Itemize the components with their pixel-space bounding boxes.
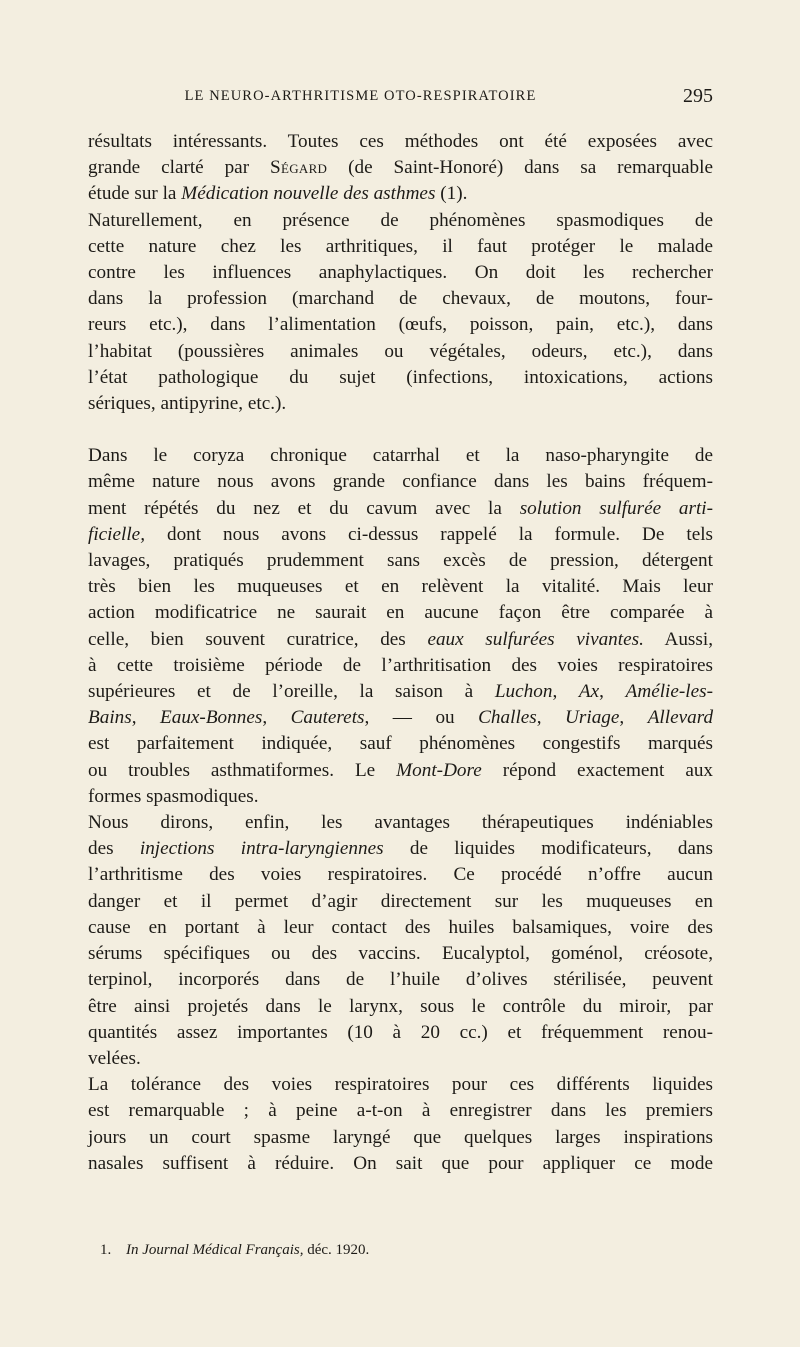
text-line: Nous dirons, enfin, les avantages thérapeutiques indéniables [88, 812, 713, 834]
text-line: même nature nous avons grande confiance dans les bains fréquem- [88, 471, 713, 493]
text-line: étude sur la Médication nouvelle des asthmes (1). [88, 183, 468, 205]
text-line: contre les influences anaphylactiques. On doit les rechercher [88, 262, 713, 284]
body-text [88, 129, 713, 1177]
text-line: ou troubles asthmatiformes. Le Mont-Dore répond exactement aux [88, 759, 714, 781]
author-name: Ségard [269, 157, 328, 179]
text-line: La tolérance des voies respiratoires pour ces différents liquides [88, 1074, 713, 1096]
text-line: cette nature chez les arthritiques, il faut protéger le malade [88, 235, 713, 257]
text-line: quantités assez importantes (10 à 20 cc.) et fréquemment renou- [88, 1021, 713, 1043]
text-line: l’état pathologique du sujet (infections, intoxications, actions [88, 366, 713, 388]
page-header [88, 85, 713, 110]
text-line: très bien les muqueuses et en relèvent la vitalité. Mais leur [88, 576, 713, 598]
paragraph-1 [88, 129, 713, 208]
footnote-mark: 1. [100, 1242, 112, 1258]
text-line: dans la profession (marchand de chevaux, de moutons, four- [88, 288, 713, 310]
text-line: est remarquable ; à peine a-t-on à enregistrer dans les premiers [88, 1100, 713, 1122]
paragraph-4 [88, 810, 713, 1072]
text-line: l’arthritisme des voies respiratoires. Ce procédé n’offre aucun [88, 864, 713, 886]
footnote-journal: In Journal Médical Français, [126, 1242, 304, 1258]
text-line: velées. [88, 1047, 141, 1069]
work-title: Médication nouvelle des asthmes [181, 183, 436, 205]
text-line: terpinol, incorporés dans de l’huile d’olives stérilisée, peuvent [88, 969, 713, 991]
text-line: est parfaitement indiquée, sauf phénomènes congestifs marqués [88, 733, 713, 755]
text-line: ment répétés du nez et du cavum avec la solution sulfurée arti- [88, 497, 714, 519]
paragraph-5 [88, 1072, 713, 1177]
text-line: formes spasmodiques. [88, 785, 259, 807]
text-line: Naturellement, en présence de phénomènes spasmodiques de [88, 209, 713, 231]
text-line: des injections intra-laryngiennes de liquides modificateurs, dans [88, 838, 713, 860]
text-line: jours un court spasme laryngé que quelques larges inspirations [88, 1126, 713, 1148]
text-line: à cette troisième période de l’arthritisation des voies respiratoires [88, 654, 713, 676]
text-line: cause en portant à leur contact des huiles balsamiques, voire des [88, 916, 713, 938]
text-line: grande clarté par Ségard (de Saint-Honoré) dans sa remarquable [88, 157, 713, 179]
text-line: sériques, antipyrine, etc.). [88, 393, 287, 415]
text-line: sérums spécifiques ou des vaccins. Eucalyptol, goménol, créosote, [88, 943, 713, 965]
text-line: lavages, pratiqués prudemment sans excès de pression, détergent [88, 550, 713, 572]
text-line: être ainsi projetés dans le larynx, sous le contrôle du miroir, par [88, 995, 713, 1017]
footnote [100, 1240, 713, 1260]
footnote-date: déc. 1920. [307, 1242, 370, 1258]
running-title: LE NEURO-ARTHRITISME OTO-RESPIRATOIRE [184, 88, 537, 104]
paragraph-3 [88, 443, 713, 810]
text-line: action modificatrice ne saurait en aucune façon être comparée à [88, 602, 713, 624]
text-line: celle, bien souvent curatrice, des eaux sulfurées vivantes. Aussi, [88, 628, 713, 650]
paragraph-2 [88, 208, 713, 418]
text-line: ficielle, dont nous avons ci-dessus rappelé la formule. De tels [88, 523, 714, 545]
text-line: Bains, Eaux-Bonnes, Cauterets, — ou Challes, Uriage, Allevard [88, 707, 714, 729]
text-line: résultats intéressants. Toutes ces méthodes ont été exposées avec [88, 131, 713, 152]
text-line: reurs etc.), dans l’alimentation (œufs, poisson, pain, etc.), dans [88, 314, 713, 336]
text-line: l’habitat (poussières animales ou végétales, odeurs, etc.), dans [88, 340, 713, 362]
text-line: danger et il permet d’agir directement sur les muqueuses en [88, 890, 713, 912]
text-line: nasales suffisent à réduire. On sait que pour appliquer ce mode [88, 1152, 713, 1174]
text-line: Dans le coryza chronique catarrhal et la naso-pharyngite de [88, 445, 713, 467]
text-line: supérieures et de l’oreille, la saison à Luchon, Ax, Amélie-les- [88, 681, 713, 703]
page-number: 295 [683, 85, 713, 107]
